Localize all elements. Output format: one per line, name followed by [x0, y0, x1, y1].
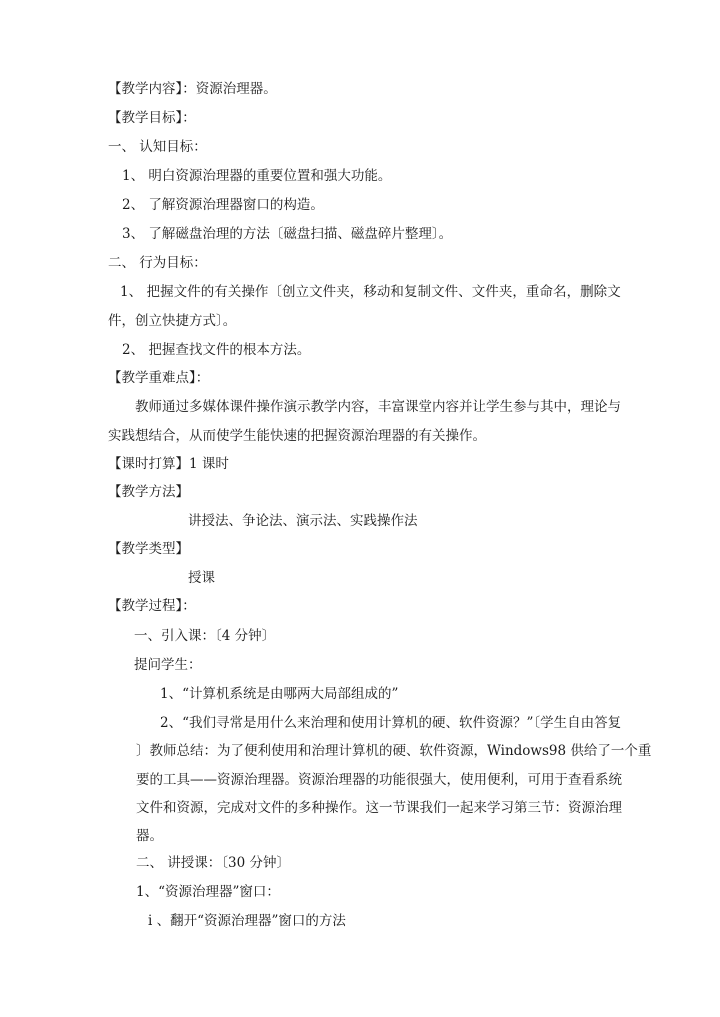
paragraph-line: 实践想结合，从而使学生能快速的把握资源治理器的有关操作。 [108, 428, 486, 444]
paragraph-line: 要的工具——资源治理器。资源治理器的功能很强大，使用便利，可用于查看系统 [136, 772, 622, 788]
methods-value: 讲授法、争论法、演示法、实践操作法 [188, 513, 418, 529]
list-item: 1、 明白资源治理器的重要位置和强大功能。 [122, 168, 392, 184]
list-item: 3、 了解磁盘治理的方法〔磁盘扫描、磁盘碎片整理〕。 [122, 226, 453, 242]
paragraph-line: 教师通过多媒体课件操作演示教学内容，丰富课堂内容并让学生参与其中，理论与 [135, 399, 621, 415]
question-item: 2、“我们寻常是用什么来治理和使用计算机的硬、软件资源？”〔学生自由答复 [160, 715, 622, 731]
list-item-continued: 件，创立快捷方式〕。 [108, 313, 237, 329]
section-heading-process: 【教学过程】： [108, 598, 196, 614]
list-item: 1、“资源治理器”窗口： [136, 884, 280, 900]
type-value: 授课 [188, 570, 215, 586]
subheading-intro: 一、引入课：〔4 分钟〕 [134, 628, 276, 644]
paragraph-line: 〕教师总结：为了便利使用和治理计算机的硬、软件资源，Windows98 供给了一个重 [136, 743, 652, 759]
subheading-behavior: 二、 行为目标： [108, 255, 207, 271]
list-item: 1、 把握文件的有关操作〔创立文件夹，移动和复制文件、文件夹，重命名，删除文 [120, 284, 621, 300]
list-item: 2、 把握查找文件的根本方法。 [122, 342, 311, 358]
section-heading-methods: 【教学方法】 [108, 484, 189, 500]
list-item: ⅰ 、翻开“资源治理器”窗口的方法 [148, 913, 346, 929]
section-heading-content: 【教学内容】：资源治理器。 [108, 81, 277, 97]
paragraph-line: 器。 [136, 828, 163, 844]
subheading-cognitive: 一、 认知目标： [108, 139, 207, 155]
question-item: 1、“计算机系统是由哪两大局部组成的” [160, 686, 399, 702]
section-heading-hours: 【课时打算】1 课时 [108, 456, 229, 472]
list-item: 2、 了解资源治理器窗口的构造。 [122, 197, 324, 213]
subheading-lecture: 二、 讲授课：〔30 分钟〕 [136, 855, 291, 871]
section-heading-key-points: 【教学重难点】： [108, 370, 210, 386]
paragraph-line: 文件和资源，完成对文件的多种操作。这一节课我们一起来学习第三节：资源治理 [136, 800, 622, 816]
section-heading-objectives: 【教学目标】： [108, 110, 196, 126]
paragraph-line: 提问学生： [134, 657, 202, 673]
section-heading-type: 【教学类型】 [108, 541, 189, 557]
